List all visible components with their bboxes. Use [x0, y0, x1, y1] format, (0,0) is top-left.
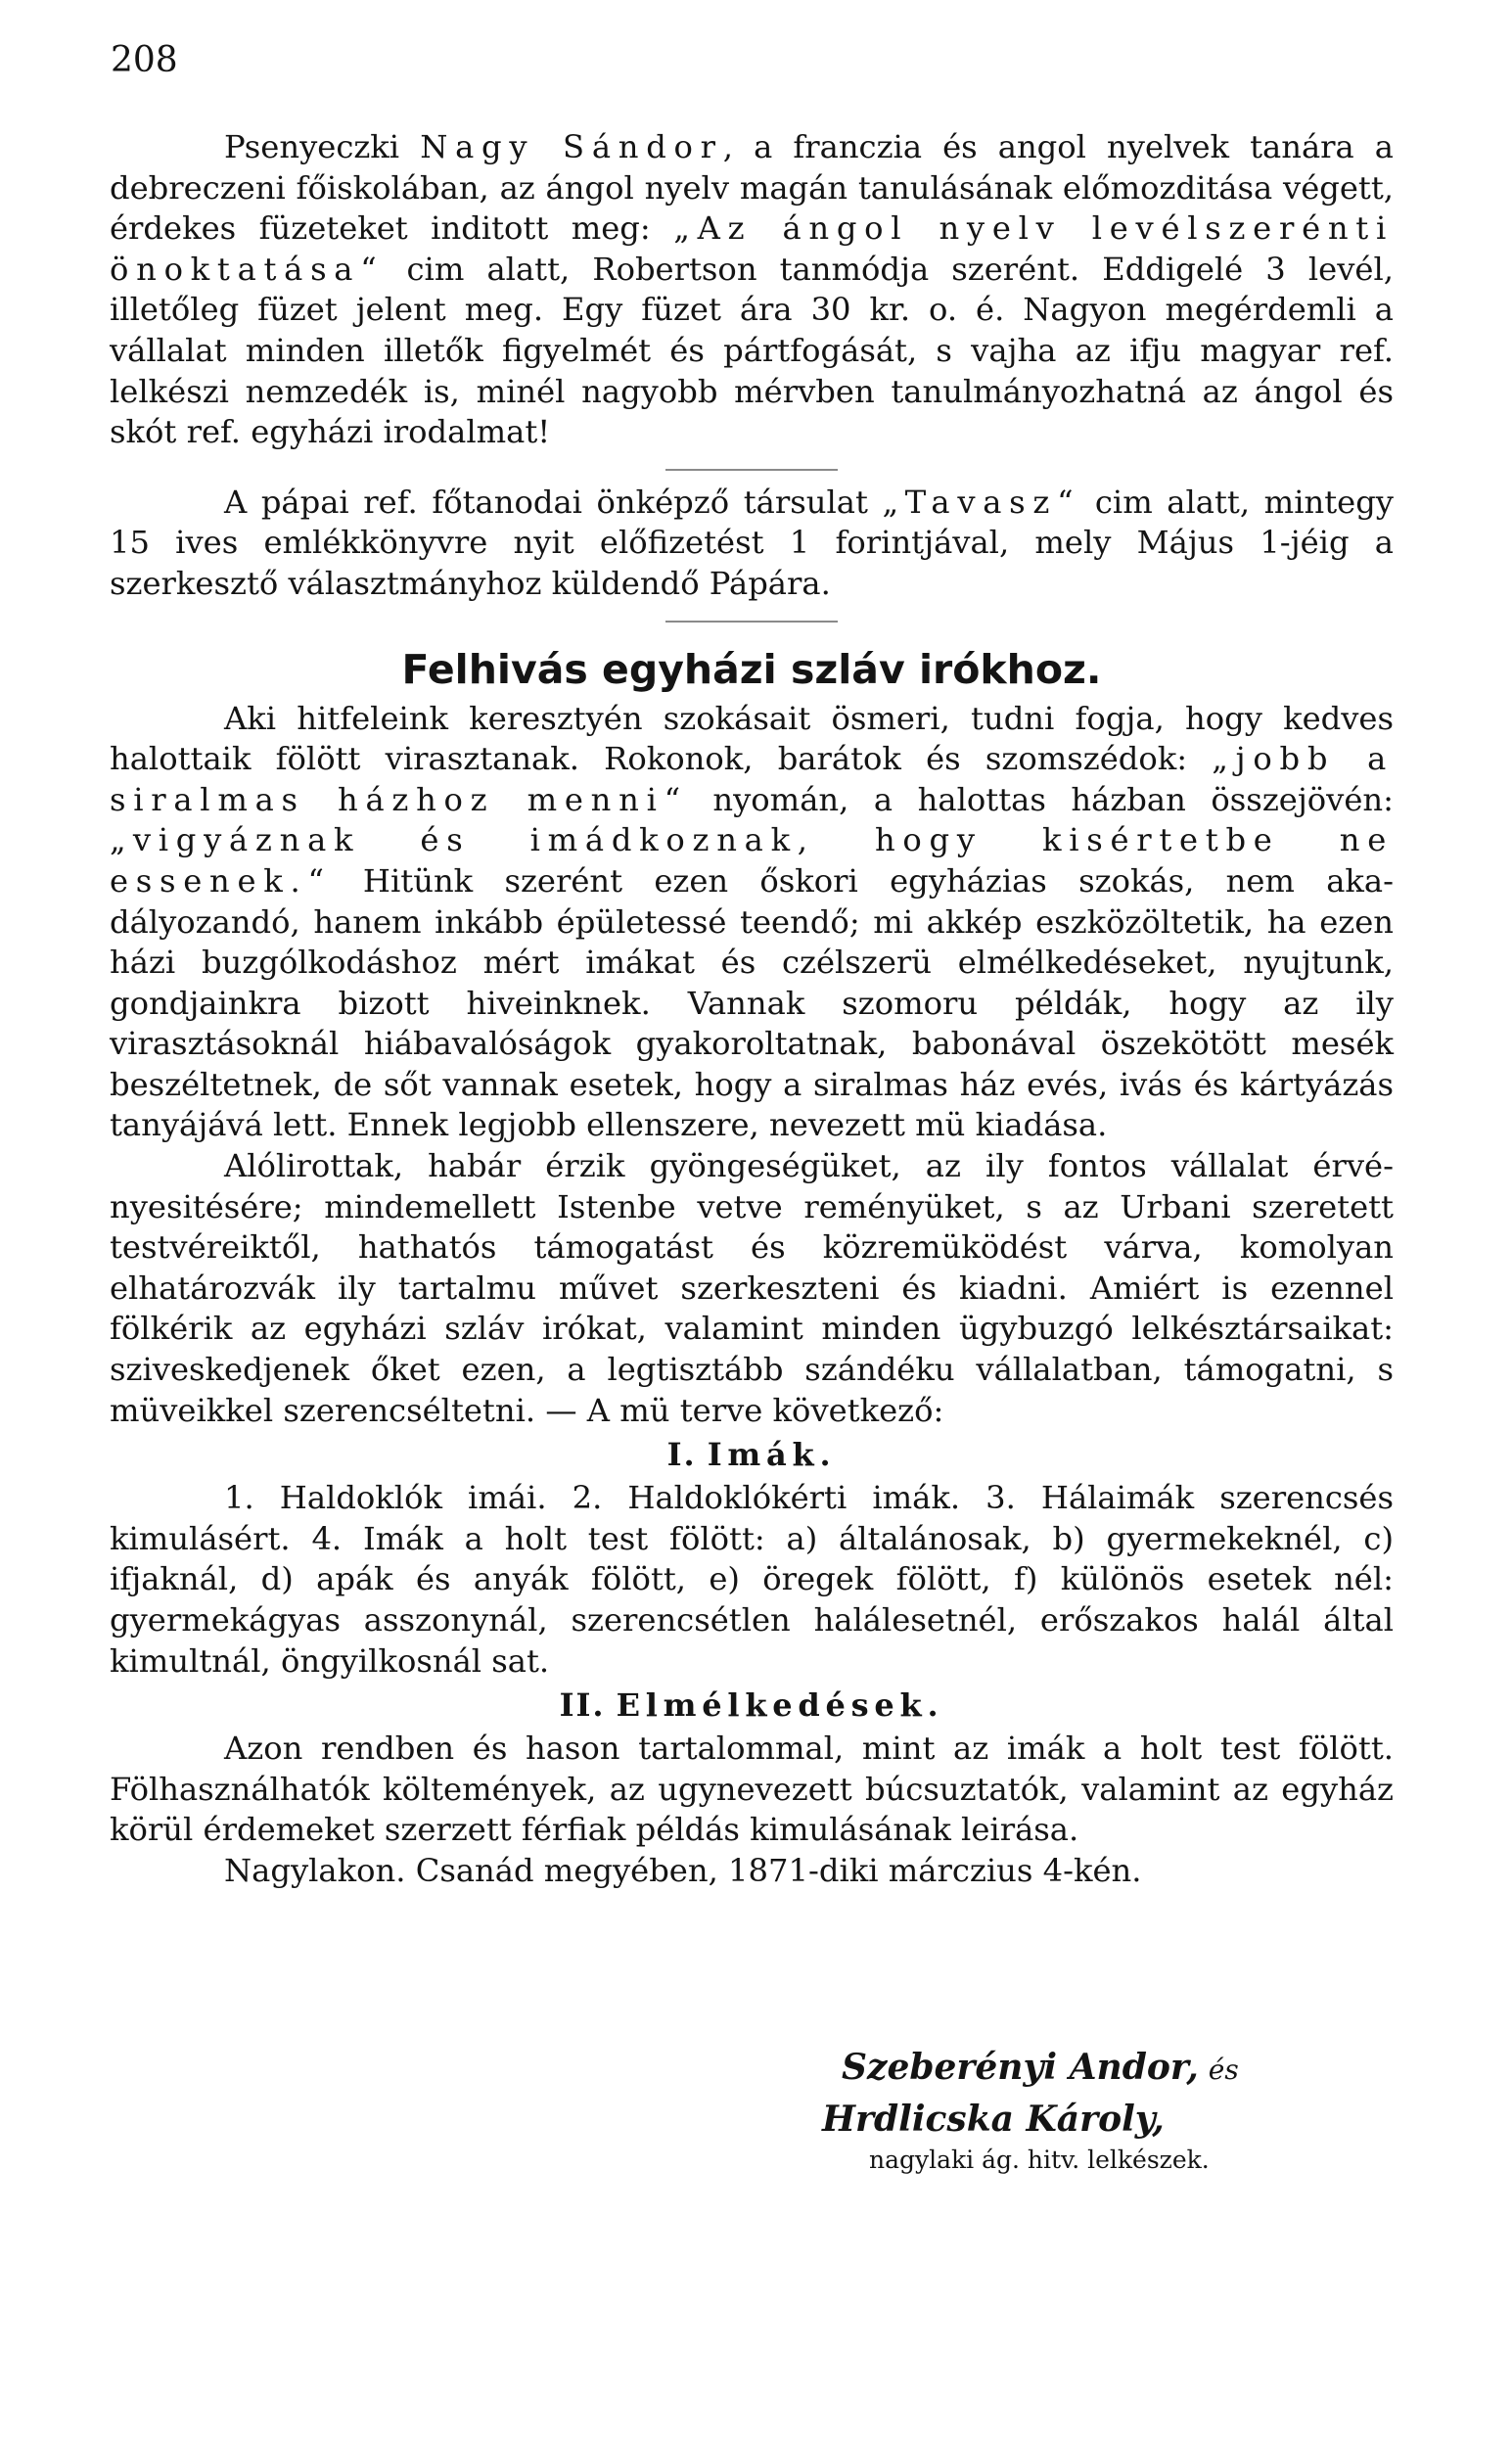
paragraph-psenyeczki-notice — [110, 127, 1394, 453]
text-column — [110, 127, 1394, 1892]
signer-name: Hrdlicska Károly, — [822, 2099, 1165, 2140]
paragraph-meditations: Azon rendben és hason tartalommal, mint az imák a holt test fölött. Fölhasználhatók költemények, az ugynevezett búcsuztatók, valamint az egyház körül érdemeket szerzett férfiak példás kimulásának leirása. — [110, 1730, 1394, 1849]
section-title: Imák. — [707, 1436, 837, 1474]
section-number: I. — [666, 1436, 697, 1474]
section-divider — [665, 621, 838, 623]
place-date-line: Nagylakon. Csanád megyében, 1871-diki márczius 4-kén. — [224, 1851, 1142, 1889]
signers-title: nagylaki ág. hitv. lelkészek. — [869, 2146, 1210, 2174]
section-title: Elmélkedések. — [616, 1686, 944, 1725]
signer-name: Szeberényi Andor, — [842, 2047, 1199, 2088]
album-title-spaced: „Tavasz“ — [882, 483, 1081, 521]
signature-line — [822, 2095, 1370, 2144]
paragraph-appeal-intro — [110, 699, 1394, 1147]
signature-line — [822, 2043, 1370, 2095]
text-fragment: Psenyeczki — [224, 128, 421, 165]
text-fragment: cim alatt, Robertson tanmódja szerént. Eddigelé 3 levél, illetőleg füzet jelent meg. Egy füzet ára 30 kr. o. é. Nagyon megérdemli a vállalat minden illetők figyelmét és pártfogását, s vajha az ifju magyar ref. lelkészi nemzedék is, minél nagyobb mérvben tanulmányozhatná az ángol és skót ref. egyházi irodalmat! — [110, 250, 1394, 451]
paragraph-papa-notice — [110, 483, 1394, 605]
author-name-spaced: Nagy Sándor — [420, 128, 723, 165]
paragraph-appeal-request: Alólirottak, habár érzik gyöngeségüket, az ily fontos vállalat érvényesitésére; mindemellett Istenbe vetve reményüket, s az Urbani szeretett testvéreiktől, hathatós támogatást és közremüködést várva, komolyan elhatározvák ily tartalmu művet szerkeszteni és kiadni. Amiért is ezennel fölkérik az egyházi szláv irókat, valamint minden ügybuzgó lelkésztársaikat: sziveskedjenek őket ezen, a legtisztább szándéku vállalatban, támogatni, s müveikkel szerencséltetni. — A mü terve következő: — [110, 1147, 1394, 1429]
signature-block — [822, 2043, 1370, 2177]
text-fragment: cim alatt, mintegy 15 ives emlékkönyvre nyit előfizetést 1 forintjával, mely Május 1-jéig a szerkesztő választmányhoz küldendő Pápára. — [110, 483, 1394, 602]
paragraph-prayers-list: 1. Haldoklók imái. 2. Haldoklókérti imák. 3. Hálaimák szerencsés kimulásért. 4. Imák a holt test fölött: a) általánosak, b) gyermekeknél, c) ifjaknál, d) apák és anyák fölött, e) öregek fölött, f) különös esetek nél: gyermekágyas asszonynál, szerencsétlen halálesetnél, erőszakos halál által kimultnál, öngyilkosnál sat. — [110, 1479, 1394, 1680]
appeal-heading: Felhivás egyházi szláv irókhoz. — [401, 645, 1102, 693]
text-fragment: Hitünk szerént ezen őskori egyházias szokás, nem akadályozandó, hanem inkább épületessé teendő; mi akkép eszközöltetik, ha ezen házi buzgólkodáshoz mért imákat és czélszerü elmélkedéseket, nyujtunk, gondjainkra bizott hiveinknek. Vannak szomoru példák, hogy az ily virasztásoknál hiábavalóságok gyakoroltatnak, babonával öszekötött mesék beszéltetnek, de sőt vannak esetek, hogy a siralmas ház evés, ivás és kártyázás tanyájává lett. Ennek legjobb ellenszere, nevezett mü kiadása. — [110, 861, 1394, 1144]
section-heading-meditations — [110, 1684, 1394, 1727]
booklet-title-spaced: „Az ángol nyelv levélszerénti önoktatása“ — [110, 209, 1394, 288]
quote-spaced: „vigyáznak és imádkoznak, hogy kisértetbe ne essenek.“ — [110, 821, 1394, 900]
text-fragment: A pápai ref. főtanodai önképző társulat — [224, 483, 883, 521]
section-heading-prayers — [110, 1433, 1394, 1476]
text-fragment: , a franczia és angol nyelvek tanára a debreczeni főiskolában, az ángol nyelv magán tanulásának előmozditása végett, érdekes füzeteket inditott meg: — [110, 128, 1394, 248]
section-divider — [665, 469, 838, 471]
text-fragment: Aki hitfeleink keresztyén szokásait ösmeri, tudni fogja, hogy kedves halottaik fölött virasztanak. Rokonok, barátok és szomszédok: — [110, 699, 1394, 778]
signature-conjunction: és — [1208, 2054, 1239, 2086]
section-number: II. — [559, 1686, 606, 1725]
quote-spaced: „jobb a siralmas házhoz menni“ — [110, 740, 1395, 818]
text-fragment: nyomán, a halottas házban összejövén: — [687, 780, 1394, 818]
page-number: 208 — [111, 40, 178, 80]
